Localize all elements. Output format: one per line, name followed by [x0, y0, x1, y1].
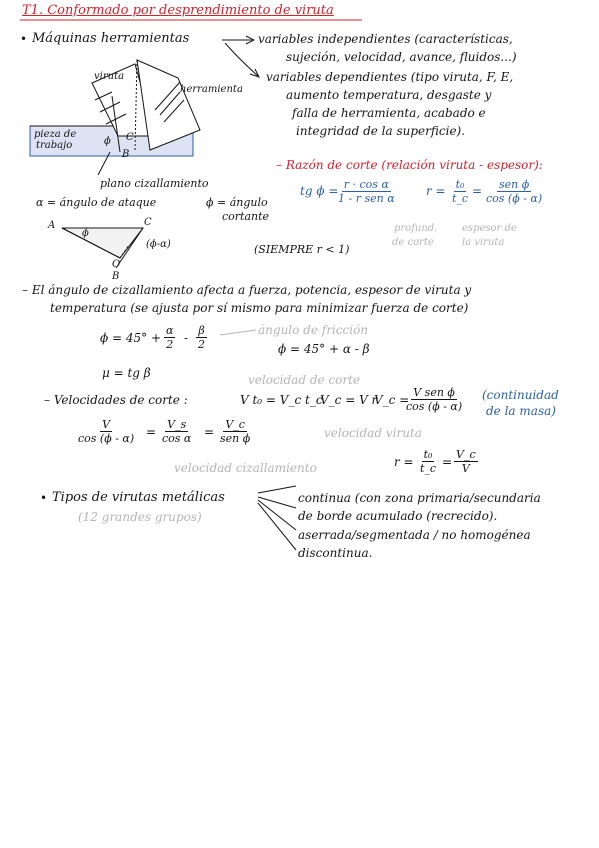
chip-type-4: discontinua.: [298, 546, 373, 560]
mass-note-1: (continuidad: [482, 388, 559, 402]
friction-note: ángulo de fricción: [258, 323, 369, 337]
tri-b: B: [112, 271, 120, 282]
dependent-line-1: variables dependientes (tipo viruta, F, E,: [266, 70, 514, 84]
chip-type-1: continua (con zona primaria/secundaria: [298, 491, 541, 505]
note-viruta: la viruta: [462, 237, 505, 248]
numerator: V sen ϕ: [413, 386, 455, 399]
vel-eq-3: V_c =: [374, 393, 410, 407]
independent-line-1: variables independientes (características,: [258, 32, 513, 46]
note-espesor: espesor de: [462, 223, 517, 234]
frac-vs: [160, 418, 193, 445]
equals: =: [472, 184, 483, 198]
dependent-line-2: aumento temperatura, desgaste y: [286, 88, 492, 102]
independent-line-2: sujeción, velocidad, avance, fluidos...): [286, 50, 517, 64]
denominator: 1 - r sen α: [338, 192, 395, 205]
denominator: cos (ϕ - α): [78, 432, 135, 445]
chips-label: Tipos de virutas metálicas: [52, 490, 225, 505]
numerator: β: [198, 324, 205, 337]
machines-label: Máquinas herramientas: [32, 31, 190, 46]
formula-tg-phi: [336, 178, 397, 205]
frac-vc-sen: [218, 418, 252, 445]
label-plano: plano cizallamiento: [100, 177, 209, 190]
frac-v: [76, 418, 136, 445]
numerator: V_c: [225, 418, 245, 431]
chip-velocity-note: velocidad viruta: [324, 426, 422, 440]
frac-beta-2: [196, 324, 207, 351]
formula-a-start: ϕ = 45° +: [100, 331, 162, 345]
denominator: V: [461, 462, 470, 475]
mass-note-2: de la masa): [486, 404, 556, 418]
vel-eq-2: V_c = V r: [320, 393, 378, 407]
chip-type-3: aserrada/segmentada / no homogénea: [298, 528, 531, 542]
phi-definition-2: cortante: [222, 210, 270, 223]
numerator: t₀: [423, 448, 433, 461]
formula-ratio: [484, 178, 544, 205]
equals: =: [204, 425, 215, 439]
dependent-line-4: integridad de la superficie).: [296, 124, 466, 138]
frac-t: [418, 448, 438, 475]
tri-a: A: [48, 220, 56, 231]
denominator: cos α: [162, 432, 192, 445]
dependent-line-3: falla de herramienta, acabado e: [292, 106, 486, 120]
tri-phi: ϕ: [82, 228, 89, 239]
denominator: sen ϕ: [220, 432, 251, 445]
denominator: cos (ϕ - α): [406, 400, 463, 413]
label-herramienta: herramienta: [180, 84, 243, 95]
denominator: t_c: [452, 192, 469, 205]
note-profund: profund.: [394, 223, 438, 234]
shear-line-1: – El ángulo de cizallamiento afecta a fuerza, potencia, espesor de viruta y: [22, 283, 472, 297]
chip-type-2: de borde acumulado (recrecido).: [298, 509, 498, 523]
alpha-definition: α = ángulo de ataque: [36, 196, 157, 209]
numerator: V_s: [167, 418, 187, 431]
numerator: α: [166, 324, 174, 337]
denominator: cos (ϕ - α): [486, 192, 543, 205]
tri-o: O: [112, 259, 121, 270]
frac-vc: [404, 386, 464, 413]
triangle-shape: [62, 228, 143, 258]
numerator: t₀: [455, 178, 465, 191]
arrow-dependent: [225, 43, 258, 76]
r-equals: r =: [426, 184, 446, 198]
formula-b: ϕ = 45° + α - β: [278, 342, 370, 356]
chips-groups: (12 grandes grupos): [78, 510, 202, 524]
label-viruta: viruta: [94, 71, 125, 82]
denominator: t_c: [420, 462, 437, 475]
shear-velocity-note: velocidad cizallamiento: [174, 461, 317, 475]
always-r: (SIEMPRE r < 1): [254, 243, 350, 256]
label-pieza: pieza de: [34, 129, 77, 140]
note-de-corte: de corte: [392, 237, 434, 248]
r-equals-2: r =: [394, 455, 414, 469]
formula-mu: μ = tg β: [102, 366, 151, 380]
numerator: sen ϕ: [498, 178, 530, 191]
vel-eq-1: V t₀ = V_c t_c: [240, 393, 323, 407]
label-phi: ϕ: [104, 136, 111, 147]
friction-arrow: [220, 330, 256, 335]
page-title: T1. Conformado por desprendimiento de viruta: [22, 3, 334, 18]
phi-definition-1: ϕ = ángulo: [206, 196, 268, 209]
velocities-heading: – Velocidades de corte :: [44, 393, 188, 407]
frac-alpha-2: [164, 324, 175, 351]
bullet: •: [20, 32, 28, 46]
tg-phi: tg ϕ =: [300, 184, 339, 198]
denominator: 2: [166, 338, 174, 351]
cut-velocity-note: velocidad de corte: [248, 373, 361, 387]
label-trabajo: trabajo: [36, 140, 73, 151]
denominator: 2: [198, 338, 205, 351]
shear-line-2: temperatura (se ajusta por sí mismo para minimizar fuerza de corte): [50, 301, 469, 315]
tri-label: (ϕ-α): [146, 239, 171, 250]
numerator: V: [102, 418, 111, 431]
cut-ratio-heading: – Razón de corte (relación viruta - espesor):: [276, 158, 543, 172]
minus: -: [184, 331, 189, 345]
bullet: •: [40, 491, 48, 505]
label-b: B: [122, 149, 130, 160]
numerator: r · cos α: [343, 178, 389, 191]
frac-vc-v: [454, 448, 478, 475]
formula-r: [450, 178, 470, 205]
label-c: C: [126, 132, 134, 143]
equals: =: [146, 425, 157, 439]
equals: =: [442, 455, 453, 469]
tri-c: C: [144, 217, 152, 228]
numerator: V_c: [456, 448, 476, 461]
